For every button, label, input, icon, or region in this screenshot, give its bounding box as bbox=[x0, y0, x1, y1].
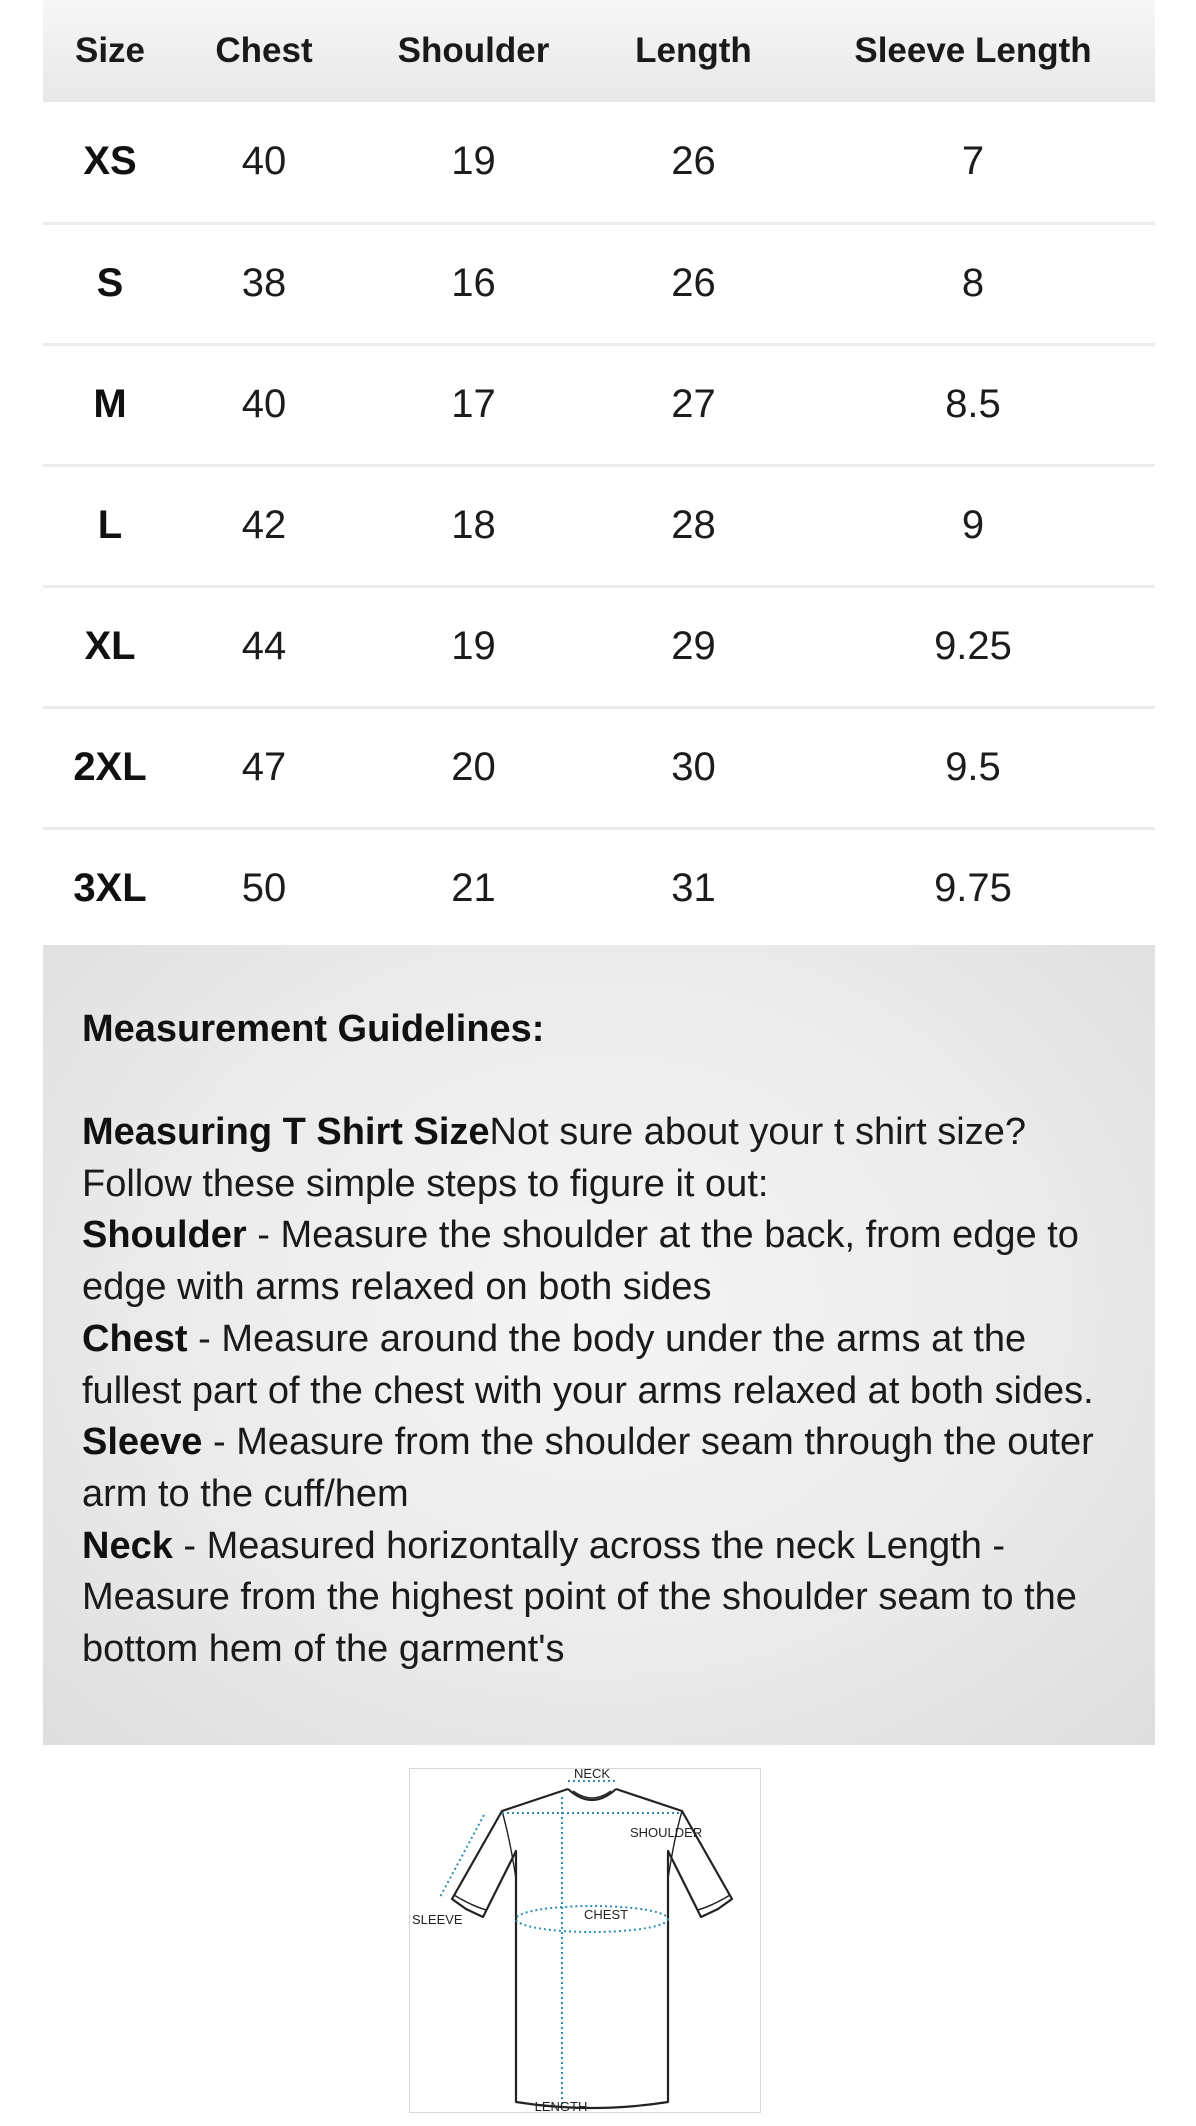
table-row bbox=[43, 223, 1155, 344]
header-chest: Chest bbox=[215, 31, 313, 70]
table-row bbox=[43, 707, 1155, 828]
table-header-row bbox=[43, 0, 1155, 102]
chest-cell: 40 bbox=[241, 382, 287, 426]
guidelines-title: Measurement Guidelines: bbox=[82, 1008, 545, 1050]
table-row bbox=[43, 465, 1155, 586]
size-cell: XL bbox=[84, 624, 136, 668]
shoulder-description: - Measure the shoulder at the back, from edge to edge with arms relaxed on both sides bbox=[82, 1214, 1079, 1309]
neck-label: NECK bbox=[573, 1769, 611, 1781]
shoulder-cell: 18 bbox=[451, 503, 496, 547]
size-cell: L bbox=[97, 503, 123, 547]
shoulder-cell: 20 bbox=[451, 745, 496, 789]
intro-text: Not sure about your t shirt size? Follow these simple steps to figure it out: bbox=[82, 1111, 1027, 1205]
chest-cell: 47 bbox=[241, 745, 287, 789]
table-row bbox=[43, 586, 1155, 707]
length-cell: 30 bbox=[671, 745, 716, 789]
sleeve-length-cell: 9.5 bbox=[945, 745, 1001, 789]
table-row bbox=[43, 828, 1155, 947]
shoulder-term: Shoulder bbox=[82, 1214, 247, 1257]
sleeve-description: - Measure from the shoulder seam through the outer arm to the cuff/hem bbox=[82, 1421, 1094, 1515]
size-cell: 3XL bbox=[73, 865, 147, 910]
tshirt-measurement-diagram bbox=[409, 1768, 761, 2113]
size-cell: XS bbox=[83, 139, 137, 184]
sleeve-term: Sleeve bbox=[82, 1421, 203, 1464]
length-cell: 26 bbox=[671, 261, 716, 305]
length-cell: 27 bbox=[671, 382, 716, 426]
size-table bbox=[43, 0, 1155, 947]
size-chart bbox=[43, 0, 1155, 947]
shoulder-cell: 19 bbox=[451, 624, 496, 668]
chest-cell: 38 bbox=[241, 261, 287, 305]
length-cell: 26 bbox=[671, 139, 716, 184]
sleeve-length-cell: 7 bbox=[961, 139, 985, 184]
chest-cell: 42 bbox=[241, 503, 287, 547]
shoulder-cell: 21 bbox=[451, 865, 496, 910]
chest-cell: 50 bbox=[241, 865, 287, 910]
shoulder-cell: 16 bbox=[451, 261, 496, 305]
chest-cell: 40 bbox=[241, 139, 287, 184]
length-cell: 31 bbox=[671, 865, 716, 910]
header-size: Size bbox=[74, 31, 146, 70]
length-cell: 28 bbox=[671, 503, 716, 547]
header-length: Length bbox=[635, 31, 752, 70]
table-row bbox=[43, 102, 1155, 223]
size-cell: S bbox=[96, 261, 124, 305]
sleeve-length-cell: 9.75 bbox=[934, 865, 1012, 910]
sleeve-length-cell: 8 bbox=[961, 261, 985, 305]
length-label: LENGTH bbox=[534, 2099, 588, 2112]
tshirt-diagram-svg bbox=[410, 1769, 760, 2112]
chest-description: - Measure around the body under the arms at the fullest part of the chest with your arms relaxed at both sides. bbox=[82, 1317, 1094, 1412]
chest-label: CHEST bbox=[584, 1907, 629, 1922]
measurement-guidelines bbox=[43, 945, 1155, 1745]
neck-description: - Measured horizontally across the neck Length - Measure from the highest point of the shoulder seam to the bottom hem of the garment's bbox=[82, 1524, 1077, 1671]
table-row bbox=[43, 344, 1155, 465]
chest-term: Chest bbox=[82, 1317, 188, 1360]
header-sleeve-length: Sleeve Length bbox=[854, 31, 1092, 70]
size-cell: M bbox=[93, 382, 127, 426]
sleeve-length-cell: 8.5 bbox=[945, 382, 1001, 426]
chest-cell: 44 bbox=[241, 624, 287, 668]
header-shoulder: Shoulder bbox=[397, 31, 550, 70]
shoulder-cell: 19 bbox=[451, 139, 496, 184]
shoulder-cell: 17 bbox=[451, 382, 496, 426]
guidelines-body bbox=[82, 1107, 1117, 1676]
shoulder-label: SHOULDER bbox=[630, 1825, 703, 1840]
sleeve-label: SLEEVE bbox=[412, 1912, 463, 1927]
neck-term: Neck bbox=[82, 1524, 173, 1567]
sleeve-length-cell: 9.25 bbox=[934, 624, 1012, 668]
sleeve-length-cell: 9 bbox=[961, 503, 985, 547]
length-cell: 29 bbox=[671, 624, 716, 668]
intro-heading: Measuring T Shirt Size bbox=[82, 1111, 490, 1153]
size-cell: 2XL bbox=[73, 745, 147, 789]
